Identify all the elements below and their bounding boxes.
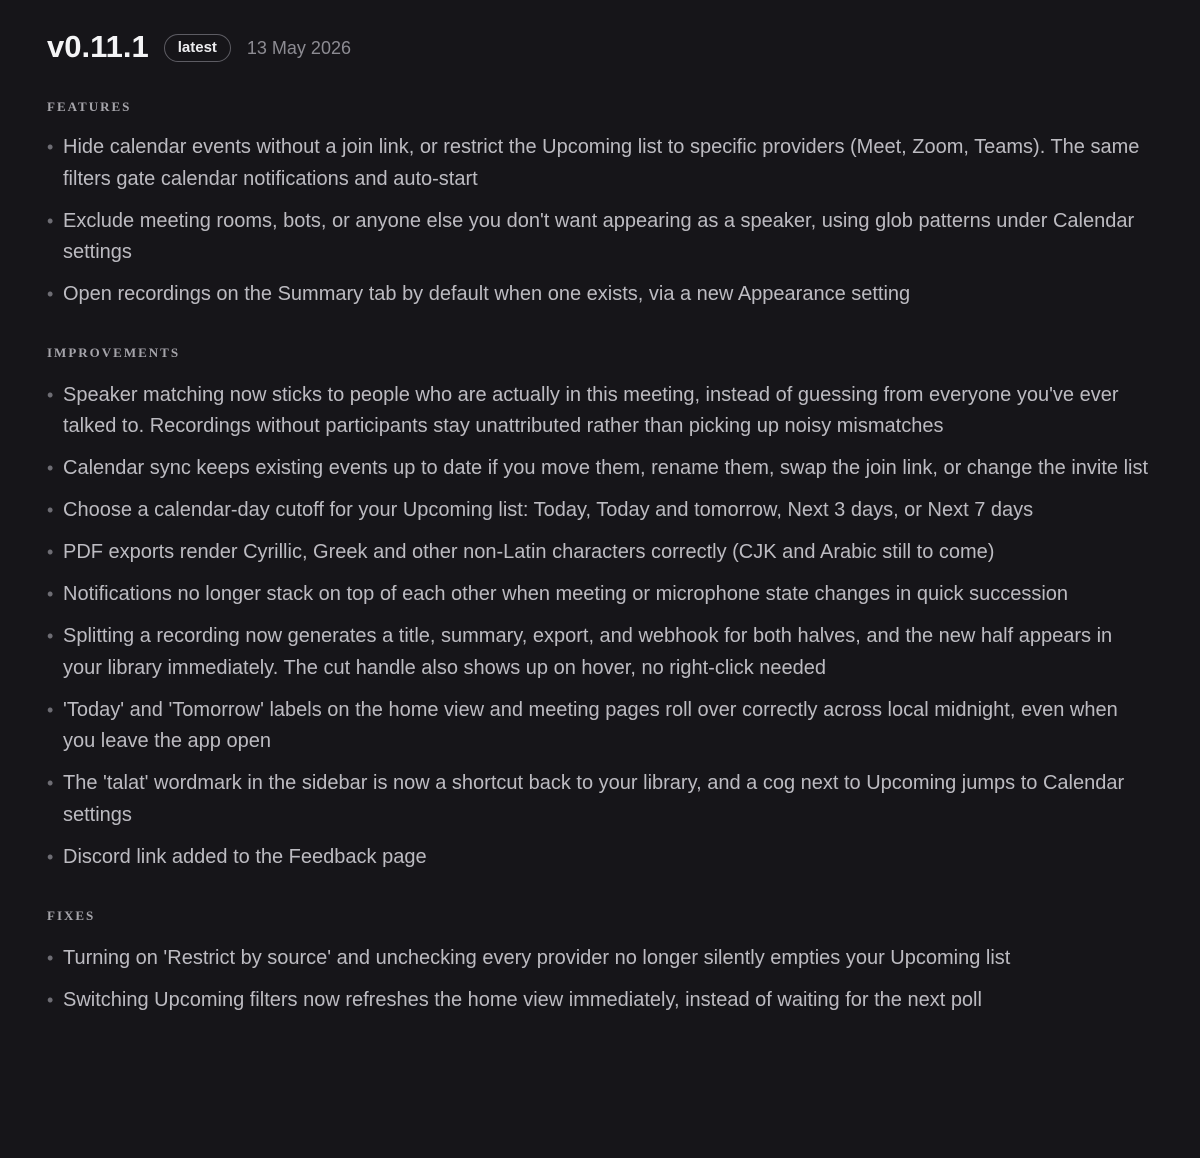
bullet-icon: •	[47, 846, 54, 867]
features-heading: FEATURES	[47, 99, 132, 114]
item-text: Speaker matching now sticks to people who are actually in this meeting, instead of guessing from everyone you've ever talked to. Recordings without participants stay unattributed rather than picking up noisy mismatches	[63, 383, 1119, 437]
features-list	[47, 132, 1152, 311]
item-text: Discord link added to the Feedback page	[63, 845, 427, 868]
list-item	[47, 132, 1152, 195]
bullet-icon: •	[47, 699, 54, 720]
item-text: 'Today' and 'Tomorrow' labels on the home view and meeting pages roll over correctly across local midnight, even when you leave the app open	[63, 698, 1118, 752]
bullet-icon: •	[47, 384, 54, 405]
list-item	[47, 621, 1152, 684]
bullet-icon: •	[47, 458, 54, 478]
item-text: Turning on 'Restrict by source' and unchecking every provider no longer silently empties your Upcoming list	[63, 947, 1011, 969]
bullet-icon: •	[47, 990, 54, 1010]
release-date: 13 May 2026	[246, 37, 351, 58]
bullet-icon: •	[47, 542, 54, 562]
bullet-icon: •	[47, 137, 54, 157]
list-item	[47, 943, 1152, 975]
item-text: Splitting a recording now generates a title, summary, export, and webhook for both halves, and the new half appears in your library immediately. The cut handle also shows up on hover, no right-click needed	[63, 625, 1113, 679]
release-header	[47, 26, 1152, 68]
bullet-icon: •	[47, 210, 54, 231]
bullet-icon: •	[47, 500, 54, 520]
bullet-icon: •	[47, 626, 54, 646]
list-item	[47, 695, 1152, 758]
bullet-icon: •	[47, 773, 54, 793]
bullet-icon: •	[47, 948, 54, 968]
improvements-section	[47, 345, 1152, 874]
item-text: Exclude meeting rooms, bots, or anyone else you don't want appearing as a speaker, using glob patterns under Calendar settings	[63, 209, 1135, 263]
features-section	[47, 99, 1152, 311]
release-version: v0.11.1	[47, 29, 149, 64]
fixes-section	[47, 908, 1152, 1017]
item-text: PDF exports render Cyrillic, Greek and other non-Latin characters correctly (CJK and Arabic still to come)	[63, 541, 995, 563]
item-text: Open recordings on the Summary tab by default when one exists, via a new Appearance setting	[63, 283, 911, 305]
list-item	[47, 842, 1152, 874]
list-item	[47, 453, 1152, 485]
item-text: Calendar sync keeps existing events up to date if you move them, rename them, swap the join link, or change the invite list	[63, 457, 1149, 479]
list-item	[47, 537, 1152, 569]
list-item	[47, 495, 1152, 527]
list-item	[47, 380, 1152, 443]
improvements-heading: IMPROVEMENTS	[47, 344, 181, 360]
list-item	[47, 985, 1152, 1017]
fixes-list	[47, 943, 1152, 1017]
item-text: Notifications no longer stack on top of each other when meeting or microphone state changes in quick succession	[63, 583, 1069, 605]
item-text: Switching Upcoming filters now refreshes the home view immediately, instead of waiting for the next poll	[63, 989, 982, 1011]
list-item	[47, 768, 1152, 831]
bullet-icon: •	[47, 284, 54, 304]
item-text: Choose a calendar-day cutoff for your Upcoming list: Today, Today and tomorrow, Next 3 days, or Next 7 days	[63, 499, 1034, 521]
item-text: The 'talat' wordmark in the sidebar is now a shortcut back to your library, and a cog next to Upcoming jumps to Calendar settings	[63, 772, 1125, 826]
bullet-icon: •	[47, 584, 54, 604]
list-item	[47, 279, 1152, 311]
improvements-list	[47, 380, 1152, 874]
list-item	[47, 579, 1152, 611]
fixes-heading: FIXES	[47, 908, 96, 923]
item-text: Hide calendar events without a join link, or restrict the Upcoming list to specific providers (Meet, Zoom, Teams). The same filters gate calendar notifications and auto-start	[63, 136, 1140, 190]
latest-badge: latest	[164, 34, 231, 62]
list-item	[47, 206, 1152, 269]
